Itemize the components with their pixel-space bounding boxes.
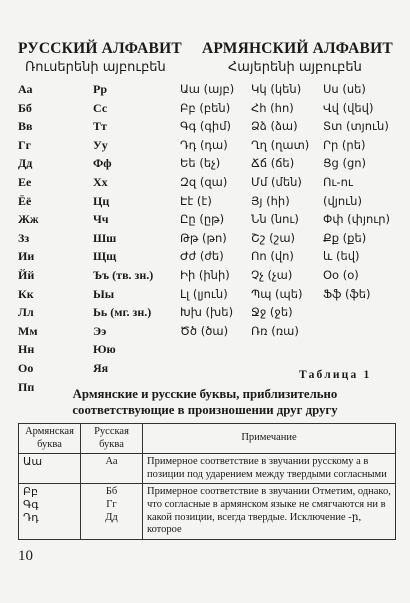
cell-russian [81, 484, 143, 539]
armenian-letter: Կկ (կեն) [251, 82, 302, 96]
armenian-letter: Տտ (տյուն) [323, 119, 389, 134]
cell-note: Примерное соответствие в звучании Отметим, однако, что согласные в армянском языке не смягчаются ни в какой позиции, всегда твердые. Исключение -ր, которое [143, 484, 396, 539]
armenian-letter: Մմ (մեն) [251, 174, 302, 189]
armenian-letter: Չչ (չա) [251, 267, 293, 282]
russian-letter: Юю [93, 342, 116, 357]
armenian-letter: Լլ (լյուն) [180, 286, 228, 301]
page-number: 10 [18, 548, 33, 564]
armenian-letter: Ջջ (ջե) [251, 305, 293, 320]
russian-letter: Бб [18, 100, 32, 115]
russian-letter: Пп [18, 379, 35, 394]
russian-letter: Аа [105, 456, 118, 468]
cell-russian [81, 454, 143, 484]
table-row [19, 484, 396, 539]
armenian-letter: Ճճ (ճե) [251, 156, 295, 171]
russian-letter: Мм [18, 323, 38, 338]
armenian-letter: Վվ (վեվ) [323, 100, 374, 115]
russian-letter: Ээ [93, 323, 107, 338]
russian-letter: Ыы [93, 286, 115, 301]
armenian-letter: Ձձ (ձա) [251, 119, 298, 134]
russian-letter: Йй [18, 267, 35, 282]
russian-letters-column-1 [18, 80, 39, 396]
table-header-row [19, 424, 396, 454]
russian-letter: Ее [18, 174, 32, 189]
armenian-letter: Թթ (թո) [180, 230, 227, 245]
armenian-letter: Իի (ինի) [180, 267, 230, 282]
armenian-letter: Զզ (զա) [180, 174, 228, 189]
armenian-letter: Ըը (ըթ) [180, 212, 225, 227]
armenian-letters-column-1 [180, 80, 234, 340]
table-row [19, 454, 396, 484]
armenian-alphabet-subtitle: Հայերենի այբուբեն [228, 60, 362, 75]
armenian-letter: (վյուն) [323, 193, 362, 208]
table-caption: Армянские и русские буквы, приблизительно соответствующие в произношении друг другу [72, 387, 338, 417]
russian-letter: Ьь (мг. зн.) [93, 305, 152, 320]
russian-alphabet-title: РУССКИЙ АЛФАВИТ [18, 40, 182, 57]
armenian-letter: Պպ (պե) [251, 286, 303, 301]
armenian-letter: Բբ (բեն) [180, 100, 231, 115]
russian-letter: Фф [93, 156, 112, 171]
russian-letter: Щщ [93, 249, 117, 264]
armenian-letter: Էէ (է) [180, 193, 212, 208]
russian-letter: Ъъ (тв. зн.) [93, 267, 154, 282]
russian-letter: Зз [18, 230, 30, 245]
table-label: Таблица 1 [299, 369, 372, 381]
russian-letter: Чч [93, 212, 109, 227]
header-note: Примечание [143, 424, 396, 454]
armenian-letter: Աա [23, 455, 43, 469]
russian-alphabet-subtitle: Ռուսերենի այբուբեն [25, 60, 166, 75]
armenian-letter: Քք (քե) [323, 230, 367, 245]
correspondence-table [18, 423, 396, 540]
armenian-letter: Ռռ (ռա) [251, 323, 299, 338]
russian-letter: Хх [93, 174, 108, 189]
russian-letter: Ёё [18, 193, 32, 208]
armenian-letter: Ֆֆ (ֆե) [323, 286, 371, 301]
russian-letter: Дд [105, 511, 118, 523]
russian-letter: Кк [18, 286, 34, 301]
armenian-letter: Խխ (խե) [180, 305, 234, 320]
armenian-letter: Դդ [23, 510, 39, 524]
russian-letters-column-2 [93, 80, 153, 378]
armenian-letter: Շշ (շա) [251, 230, 296, 245]
russian-letter: Шш [93, 230, 117, 245]
russian-letter: Ии [18, 249, 35, 264]
armenian-alphabet-title: АРМЯНСКИЙ АЛФАВИТ [202, 40, 393, 57]
armenian-letter: Ժժ (ժե) [180, 249, 224, 264]
russian-letter: Яя [93, 360, 109, 375]
cell-armenian [19, 484, 81, 539]
armenian-letters-column-2 [251, 80, 309, 340]
cell-armenian [19, 454, 81, 484]
armenian-letter: Հհ (հո) [251, 100, 294, 115]
armenian-letter: Աա (այբ) [180, 82, 235, 96]
armenian-letter: Ու-ու [323, 174, 353, 189]
russian-letter: Тт [93, 119, 107, 134]
armenian-letter: Գգ (գիմ) [180, 119, 231, 134]
armenian-letter: Նն (նու) [251, 212, 299, 227]
cell-note: Примерное соответствие в звучании русскому а в позиции под ударением между твердыми согласными [143, 454, 396, 484]
russian-letter: Сс [93, 100, 108, 115]
armenian-letter: Րր (րե) [323, 137, 366, 152]
russian-letter: Рр [93, 82, 108, 96]
russian-letter: Оо [18, 360, 34, 375]
armenian-letter: Ոո (վո) [251, 249, 294, 264]
armenian-letter: Դդ (դա) [180, 137, 228, 152]
russian-letter: Гг [18, 137, 32, 152]
armenian-letter: Եե (եչ) [180, 156, 221, 171]
russian-letter: Аа [18, 82, 33, 96]
armenian-letter: Ղղ (ղատ) [251, 137, 310, 152]
russian-letter: Вв [18, 119, 33, 134]
russian-letter: Дд [18, 156, 33, 171]
armenian-letter: Ցց (ցո) [323, 156, 367, 171]
armenian-letters-column-3 [323, 80, 390, 303]
armenian-letter: և (եվ) [323, 249, 360, 264]
armenian-letter: Ծծ (ծա) [180, 323, 229, 338]
armenian-letter: Օօ (օ) [323, 267, 359, 282]
russian-letter: Нн [18, 342, 35, 357]
header-armenian-letter: Армянская буква [19, 424, 81, 454]
armenian-letter: Սս (սե) [323, 82, 366, 96]
header-russian-letter: Русская буква [81, 424, 143, 454]
armenian-letter: Բբ [23, 485, 39, 499]
armenian-letter: Գգ [23, 497, 39, 511]
russian-letter: Гг [106, 498, 117, 510]
russian-letter: Лл [18, 305, 34, 320]
armenian-letter: Փփ (փյուր) [323, 212, 391, 227]
russian-letter: Бб [105, 486, 118, 498]
russian-letter: Жж [18, 212, 39, 227]
russian-letter: Цц [93, 193, 110, 208]
armenian-letter: Յյ (հի) [251, 193, 290, 208]
russian-letter: Уу [93, 137, 108, 152]
